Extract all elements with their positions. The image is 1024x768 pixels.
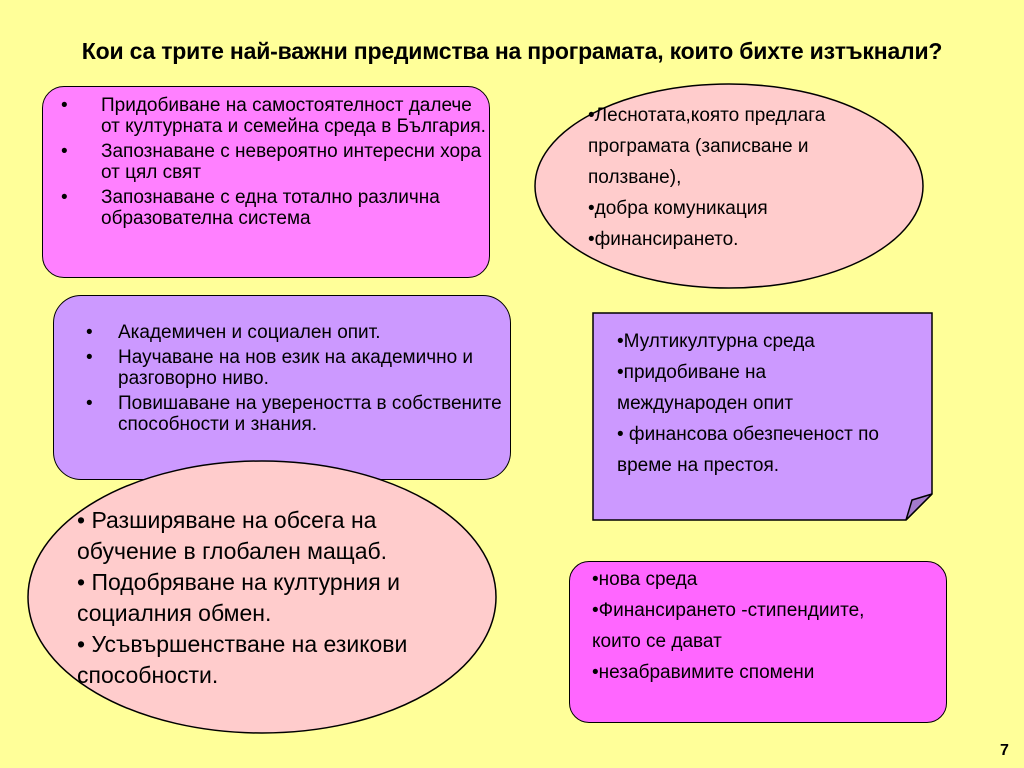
list-item-text: Запознаване с една тотално различна образователна система bbox=[101, 187, 440, 229]
text-line: • Разширяване на обсега на bbox=[77, 507, 377, 533]
oval-top-right-text bbox=[588, 100, 908, 255]
list-item bbox=[82, 393, 512, 435]
text-line: •Леснотата,която предлага bbox=[588, 105, 826, 126]
bullet: • bbox=[86, 322, 93, 343]
box-purple bbox=[53, 295, 511, 480]
bullet: • bbox=[86, 393, 93, 414]
text-line: време на престоя. bbox=[617, 455, 780, 476]
text-line: •незабравимите спомени bbox=[592, 662, 815, 683]
box-pink-top bbox=[42, 86, 490, 278]
list-item bbox=[57, 95, 487, 137]
text-line: социалния обмен. bbox=[77, 600, 272, 626]
text-line: •придобиване на bbox=[617, 362, 767, 383]
bullet: • bbox=[61, 95, 68, 116]
text-line: • Усъвършенстване на езикови bbox=[77, 631, 408, 657]
list-item-text: Придобиване на самостоятелност далече от културната и семейна среда в България. bbox=[101, 95, 486, 137]
text-line: •Мултикултурна среда bbox=[617, 331, 815, 352]
text-line: • финансова обезпеченост по bbox=[617, 424, 879, 445]
text-line: програмата (записване и bbox=[588, 136, 809, 157]
text-line: •финансирането. bbox=[588, 229, 739, 250]
bullet: • bbox=[61, 187, 68, 208]
text-line: • Подобряване на културния и bbox=[77, 569, 400, 595]
box-magenta-bottom-text bbox=[592, 564, 942, 688]
text-line: обучение в глобален мащаб. bbox=[77, 538, 388, 564]
note-purple-text bbox=[617, 326, 922, 481]
bullet: • bbox=[61, 141, 68, 162]
box-purple-list bbox=[82, 322, 512, 439]
text-line: които се дават bbox=[592, 631, 722, 652]
list-item bbox=[82, 322, 512, 343]
text-line: •Финансирането -стипендиите, bbox=[592, 600, 865, 621]
list-item bbox=[82, 347, 512, 389]
list-item bbox=[57, 187, 487, 229]
text-line: способности. bbox=[77, 662, 219, 688]
list-item-text: Запознаване с невероятно интересни хора от цял свят bbox=[101, 141, 482, 183]
list-item-text: Академичен и социален опит. bbox=[118, 322, 381, 343]
slide-title: Кои са трите най-важни предимства на програмата, които бихте изтъкнали? bbox=[81, 38, 943, 64]
text-line: ползване), bbox=[588, 167, 682, 188]
box-pink-top-list bbox=[57, 95, 487, 233]
text-line: •добра комуникация bbox=[588, 198, 768, 219]
oval-bottom-left-text bbox=[77, 505, 477, 691]
list-item bbox=[57, 141, 487, 183]
list-item-text: Повишаване на увереността в собствените способности и знания. bbox=[118, 393, 502, 435]
text-line: международен опит bbox=[617, 393, 794, 414]
text-line: •нова среда bbox=[592, 569, 698, 590]
list-item-text: Научаване на нов език на академично и разговорно ниво. bbox=[118, 347, 474, 389]
bullet: • bbox=[86, 347, 93, 368]
page-number: 7 bbox=[1000, 742, 1009, 759]
